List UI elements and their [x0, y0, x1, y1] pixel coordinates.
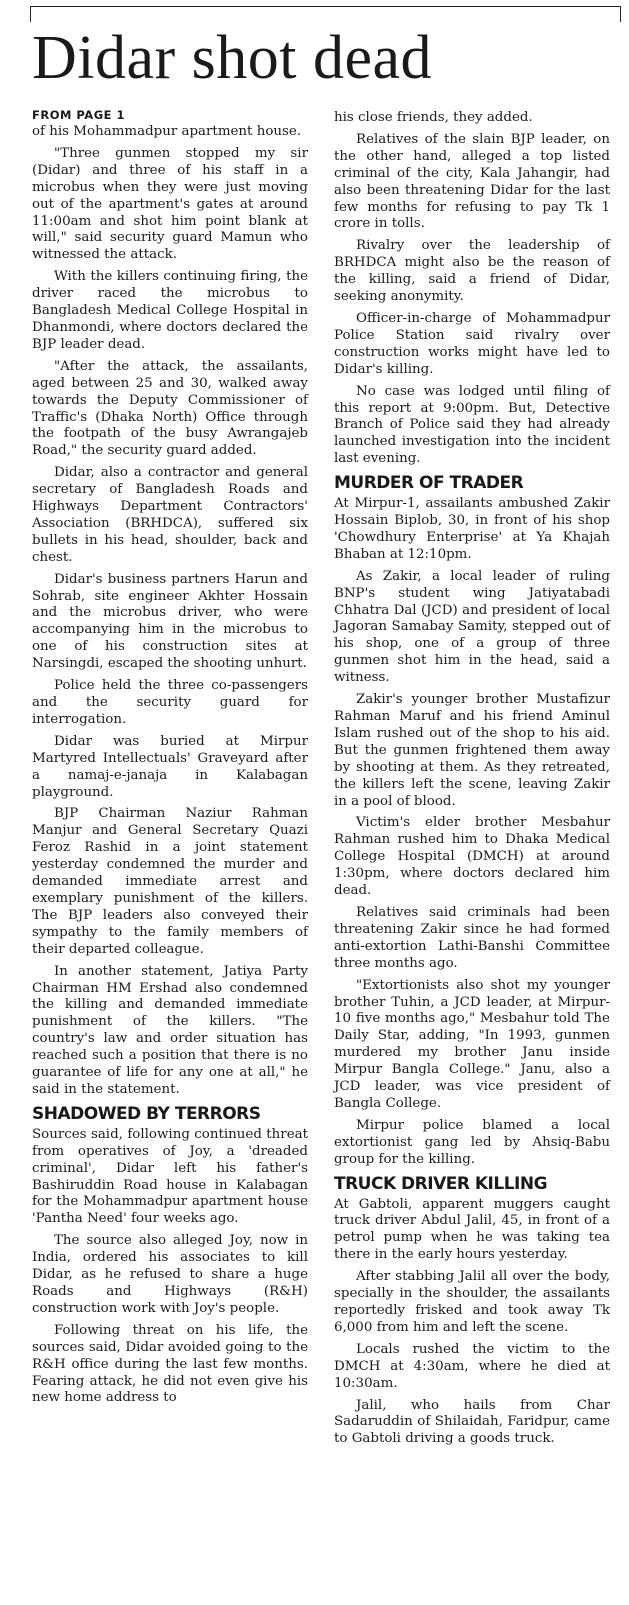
paragraph: No case was lodged until filing of this report at 9:00pm. But, Detective Branch of Police said they had already launched investigation into the incident last evening.: [334, 383, 610, 467]
paragraph: Didar, also a contractor and general secretary of Bangladesh Roads and Highways Department Contractors' Association (BRHDCA), suffered six bullets in his head, shoulder, back and chest.: [32, 465, 308, 565]
paragraph: Jalil, who hails from Char Sadaruddin of Shilaidah, Faridpur, came to Gabtoli driving a goods truck.: [334, 1397, 610, 1447]
left-column: [32, 108, 308, 1412]
paragraph: Didar was buried at Mirpur Martyred Intellectuals' Graveyard after a namaj-e-janaja in Kalabagan playground.: [32, 733, 308, 800]
paragraph: BJP Chairman Naziur Rahman Manjur and General Secretary Quazi Feroz Rashid in a joint statement yesterday condemned the murder and demanded immediate arrest and exemplary punishment of the killers. The BJP leaders also conveyed their sympathy to the family members of their departed colleague.: [32, 806, 308, 957]
paragraph: In another statement, Jatiya Party Chairman HM Ershad also condemned the killing and demanded immediate punishment of the killers. "The country's law and order situation has reached such a position that there is no guarantee of life for any one at all," he said in the statement.: [32, 963, 308, 1097]
paragraph: At Mirpur-1, assailants ambushed Zakir Hossain Biplob, 30, in front of his shop 'Chowdhury Enterprise' at Ya Khajah Bhaban at 12:10pm.: [334, 496, 610, 562]
paragraph: Locals rushed the victim to the DMCH at 4:30am, where he died at 10:30am.: [334, 1341, 610, 1391]
paragraph: The source also alleged Joy, now in India, ordered his associates to kill Didar, as he refused to share a huge Roads and Highways (R&H) construction work with Joy's people.: [32, 1233, 308, 1316]
paragraph: "Three gunmen stopped my sir (Didar) and three of his staff in a microbus when they were just moving out of the apartment's gates at around 11:00am and shot him point blank at will," said security guard Mamun who witnessed the attack.: [32, 145, 308, 263]
paragraph: Didar's business partners Harun and Sohrab, site engineer Akhter Hossain and the microbus driver, who were accompanying him in the microbus to one of his construction sites at Narsingdi, escaped the shooting unhurt.: [32, 571, 308, 672]
paragraph: Police held the three co-passengers and the security guard for interrogation.: [32, 678, 308, 727]
subheading: MURDER OF TRADER: [334, 473, 524, 494]
paragraph: Sources said, following continued threat from operatives of Joy, a 'dreaded criminal', Didar left his father's Bashiruddin Road house in Kalabagan for the Mohammadpur apartment house 'Pantha Need' four weeks ago.: [32, 1126, 308, 1227]
paragraph: "Extortionists also shot my younger brother Tuhin, a JCD leader, at Mirpur-10 five months ago," Mesbahur told The Daily Star, adding, "In 1993, gunmen murdered my brother Janu inside Mirpur Bangla College." Janu, also a JCD leader, was vice president of Bangla College.: [334, 977, 610, 1111]
paragraph: his close friends, they added.: [334, 110, 533, 125]
paragraph: Officer-in-charge of Mohammadpur Police Station said rivalry over construction works might have led to Didar's killing.: [334, 310, 610, 377]
headline: Didar shot dead: [32, 24, 433, 92]
subheading: SHADOWED BY TERRORS: [32, 1103, 261, 1124]
paragraph: Zakir's younger brother Mustafizur Rahman Maruf and his friend Aminul Islam rushed out of the shop to his aid. But the gunmen frightened them away by shooting at them. As they retreated, the killers left the scene, leaving Zakir in a pool of blood.: [334, 692, 610, 809]
paragraph: With the killers continuing firing, the driver raced the microbus to Bangladesh Medical College Hospital in Dhanmondi, where doctors declared the BJP leader dead.: [32, 269, 308, 352]
paragraph: Mirpur police blamed a local extortionist gang led by Ahsiq-Babu group for the killing.: [334, 1117, 610, 1167]
top-border-rule: [30, 6, 621, 7]
right-border-rule: [620, 6, 621, 22]
continuation-label: FROM PAGE 1: [32, 108, 126, 122]
paragraph: Victim's elder brother Mesbahur Rahman rushed him to Dhaka Medical College Hospital (DMCH) at around 1:30pm, where doctors declared him dead.: [334, 815, 610, 899]
paragraph: Following threat on his life, the sources said, Didar avoided going to the R&H office during the last few months. Fearing attack, he did not even give his new home address to: [32, 1322, 308, 1406]
right-column: [334, 110, 610, 1453]
paragraph: of his Mohammadpur apartment house.: [32, 124, 302, 139]
paragraph: At Gabtoli, apparent muggers caught truck driver Abdul Jalil, 45, in front of a petrol pump when he was taking tea there in the early hours yesterday.: [334, 1196, 610, 1263]
paragraph: After stabbing Jalil all over the body, specially in the shoulder, the assailants reportedly frisked and took away Tk 6,000 from him and left the scene.: [334, 1269, 610, 1335]
paragraph: Relatives said criminals had been threatening Zakir since he had formed anti-extortion Lathi-Banshi Committee three months ago.: [334, 904, 610, 971]
paragraph: "After the attack, the assailants, aged between 25 and 30, walked away towards the Deputy Commissioner of Traffic's (Dhaka North) Office through the footpath of the busy Awrangajeb Road," the security guard added.: [32, 358, 308, 459]
left-border-rule: [30, 6, 31, 22]
paragraph: As Zakir, a local leader of ruling BNP's student wing Jatiyatabadi Chhatra Dal (JCD) and president of local Jagoran Samabay Samity, stepped out of his shop, one of a group of three gunmen shot him in the head, said a witness.: [334, 568, 610, 686]
paragraph: Relatives of the slain BJP leader, on the other hand, alleged a top listed criminal of the city, Kala Jahangir, had also been threatening Didar for the last few months for refusing to pay Tk 1 crore in tolls.: [334, 131, 610, 232]
paragraph: Rivalry over the leadership of BRHDCA might also be the reason of the killing, said a friend of Didar, seeking anonymity.: [334, 238, 610, 305]
subheading: TRUCK DRIVER KILLING: [334, 1173, 548, 1194]
